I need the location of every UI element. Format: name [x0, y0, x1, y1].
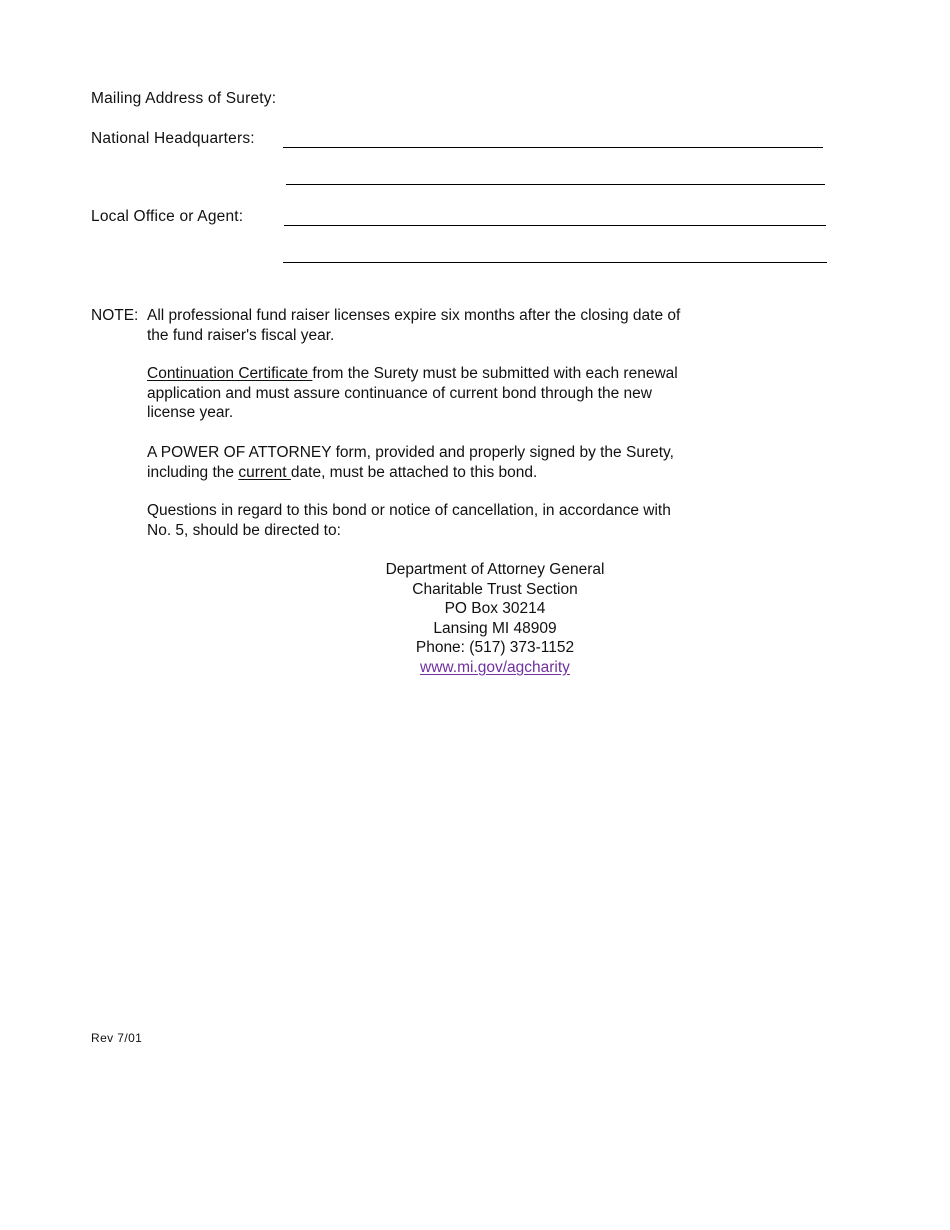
contact-department: Department of Attorney General [385, 561, 605, 578]
contact-city: Lansing MI 48909 [433, 619, 557, 637]
note-p4-line1: Questions in regard to this bond or notice of cancellation, in accordance with [147, 502, 671, 519]
note-paragraph-4 [147, 501, 671, 540]
note-p3-line2 [147, 463, 674, 483]
local-office-line-2[interactable] [283, 262, 827, 263]
note-p1-line1: All professional fund raiser licenses expire six months after the closing date of [147, 307, 681, 324]
contact-block [345, 560, 645, 678]
note-p1-line2: the fund raiser's fiscal year. [147, 326, 335, 344]
note-paragraph-2 [147, 364, 678, 423]
note-p2-line1-rest: from the Surety must be submitted with each renewal [312, 365, 678, 382]
note-p3-line1: A POWER OF ATTORNEY form, provided and properly signed by the Surety, [147, 444, 674, 461]
local-office-line-1[interactable] [284, 225, 826, 226]
national-headquarters-line-2[interactable] [286, 184, 825, 185]
contact-phone: Phone: (517) 373-1152 [415, 639, 575, 657]
contact-section: Charitable Trust Section [412, 580, 578, 598]
national-headquarters-label: National Headquarters: [91, 130, 255, 147]
website-link[interactable]: www.mi.gov/agcharity [420, 658, 570, 676]
note-p3-line2-b: date, must be attached to this bond. [290, 463, 538, 481]
note-p2-line1 [147, 364, 678, 384]
revision-label: Rev 7/01 [91, 1031, 143, 1045]
note-p2-line3: license year. [147, 404, 234, 421]
continuation-certificate-text: Continuation Certificate [147, 365, 313, 382]
contact-po-box: PO Box 30214 [444, 600, 546, 618]
mailing-address-label: Mailing Address of Surety: [91, 90, 277, 107]
note-prefix: NOTE: [91, 307, 139, 324]
local-office-label: Local Office or Agent: [91, 208, 244, 225]
note-p4-line2: No. 5, should be directed to: [147, 521, 341, 539]
note-paragraph-3 [147, 443, 674, 482]
note-p2-line2: application and must assure continuance of current bond through the new [147, 384, 652, 402]
note-p3-line2-a: including the [147, 463, 239, 481]
national-headquarters-line-1[interactable] [283, 147, 823, 148]
note-p3-current-text: current [238, 463, 291, 481]
note-paragraph-1 [147, 306, 680, 345]
